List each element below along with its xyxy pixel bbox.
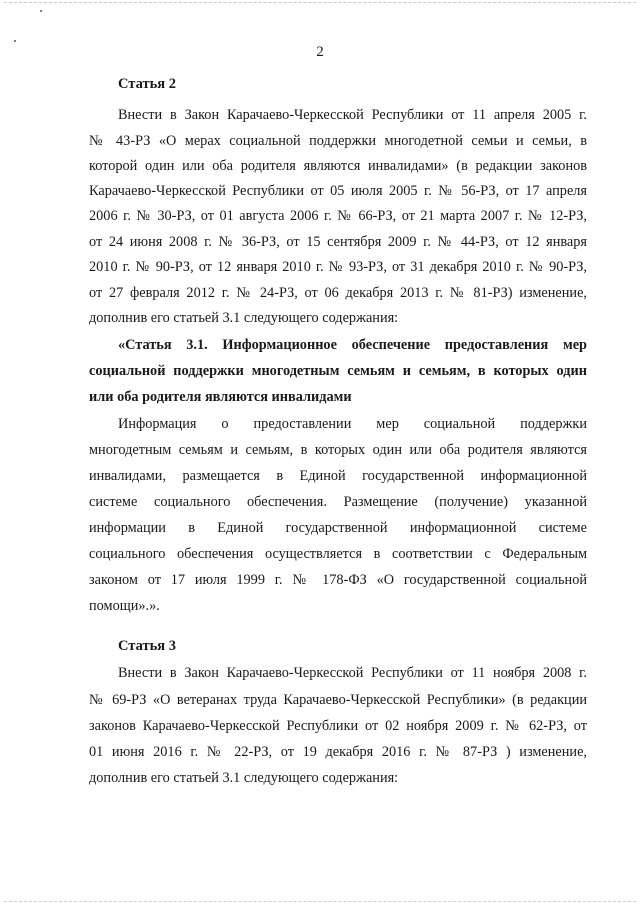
article-2-line: 2010 г. № 90-РЗ, от 12 января 2010 г. № 93-РЗ, от 31 декабря 2010 г. № 90-РЗ, (89, 259, 587, 275)
article-2-line: № 43-РЗ «О мерах социальной поддержки многодетной семьи и семьи, в (89, 133, 587, 149)
article-2-line: от 24 июня 2008 г. № 36-РЗ, от 15 сентября 2009 г. № 44-РЗ, от 12 января (89, 234, 587, 250)
article-3-line: Внести в Закон Карачаево-Черкесской Республики от 11 ноября 2008 г. (118, 665, 587, 681)
new-article-body-line: информации в Единой государственной информационной системе (89, 520, 587, 536)
page-number: 2 (316, 44, 324, 60)
article-2-line: дополнив его статьей 3.1 следующего содержания: (89, 310, 399, 326)
new-article-title-line: «Статья 3.1. Информационное обеспечение предоставления мер (118, 337, 587, 353)
new-article-title-line: социальной поддержки многодетным семьям и семьям, в которых один (89, 363, 587, 379)
new-article-title-line: или оба родителя являются инвалидами (89, 389, 352, 405)
article-3-line: дополнив его статьей 3.1 следующего содержания: (89, 770, 399, 786)
new-article-body-line: системе социального обеспечения. Размещение (получение) указанной (89, 494, 587, 510)
article-3-heading: Статья 3 (118, 638, 176, 654)
new-article-body-line: законом от 17 июля 1999 г. № 178-ФЗ «О государственной социальной (89, 572, 587, 588)
new-article-body-line: Информация о предоставлении мер социальной поддержки (118, 416, 587, 432)
article-2-line: которой один или оба родителя являются инвалидами» (в редакции законов (89, 158, 587, 174)
article-2-line: Внести в Закон Карачаево-Черкесской Республики от 11 апреля 2005 г. (118, 107, 587, 123)
article-2-heading: Статья 2 (118, 76, 176, 92)
article-3-line: законов Карачаево-Черкесской Республики от 02 ноября 2009 г. № 62-РЗ, от (89, 718, 587, 734)
scan-edge-top (4, 2, 636, 3)
new-article-body-line: многодетным семьям и семьям, в которых один или оба родителя являются (89, 442, 587, 458)
new-article-body-line: инвалидами, размещается в Единой государственной информационной (89, 468, 587, 484)
article-3-line: 01 июня 2016 г. № 22-РЗ, от 19 декабря 2016 г. № 87-РЗ ) изменение, (89, 744, 587, 760)
scan-speck (40, 10, 42, 12)
scan-edge-bottom (4, 901, 636, 902)
article-2-line: Карачаево-Черкесской Республики от 05 июля 2005 г. № 56-РЗ, от 17 апреля (89, 183, 587, 199)
new-article-body-line: социального обеспечения осуществляется в соответствии с Федеральным (89, 546, 587, 562)
scan-speck (14, 40, 16, 42)
article-2-line: от 27 февраля 2012 г. № 24-РЗ, от 06 декабря 2013 г. № 81-РЗ) изменение, (89, 285, 587, 301)
article-2-line: 2006 г. № 30-РЗ, от 01 августа 2006 г. № 66-РЗ, от 21 марта 2007 г. № 12-РЗ, (89, 208, 587, 224)
new-article-body-line: помощи».». (89, 598, 160, 614)
article-3-line: № 69-РЗ «О ветеранах труда Карачаево-Черкесской Республики» (в редакции (89, 692, 587, 708)
